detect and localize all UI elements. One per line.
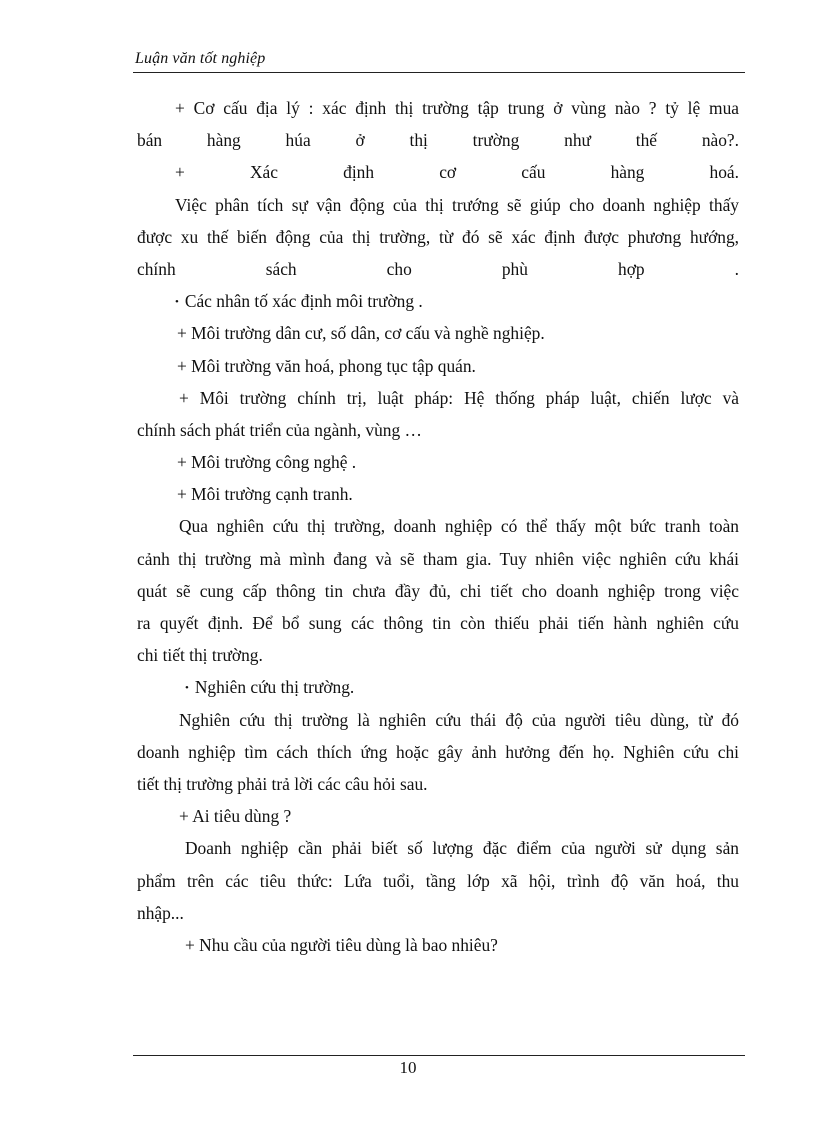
paragraph-line: + Môi trường chính trị, luật pháp: Hệ thống pháp luật, chiến lược và: [179, 387, 739, 408]
paragraph-line: + Môi trường văn hoá, phong tục tập quán.: [177, 355, 476, 376]
paragraph-line: tiết thị trường phải trả lời các câu hỏi sau.: [137, 773, 428, 794]
document-body: [137, 92, 739, 961]
bullet-icon: •: [185, 682, 189, 695]
paragraph-line: doanh nghiệp tìm cách thích ứng hoặc gây ảnh hưởng đến họ. Nghiên cứu chi: [137, 741, 739, 762]
footer-rule: [133, 1055, 745, 1056]
paragraph-line: + Ai tiêu dùng ?: [179, 806, 292, 827]
paragraph-line: Việc phân tích sự vận động của thị trướng sẽ giúp cho doanh nghiệp thấy: [175, 194, 739, 215]
paragraph-line: + Môi trường cạnh tranh.: [177, 484, 353, 505]
paragraph-line: phẩm trên các tiêu thức: Lứa tuổi, tầng lớp xã hội, trình độ văn hoá, thu: [137, 870, 739, 891]
bullet-text: Nghiên cứu thị trường.: [194, 677, 355, 698]
header-title: Luận văn tốt nghiệp: [135, 50, 266, 67]
paragraph-line: được xu thế biến động của thị trường, từ đó sẽ xác định được phương hướng,: [137, 226, 739, 247]
paragraph-line: cảnh thị trường mà mình đang và sẽ tham gia. Tuy nhiên việc nghiên cứu khái: [137, 548, 739, 569]
paragraph-line: + Nhu cầu của người tiêu dùng là bao nhiêu?: [185, 934, 498, 955]
paragraph-line: + Môi trường dân cư, số dân, cơ cấu và nghề nghiệp.: [177, 323, 545, 344]
header-rule: [133, 72, 745, 73]
paragraph-line: quát sẽ cung cấp thông tin chưa đầy đủ, chi tiết cho doanh nghiệp trong việc: [137, 580, 739, 601]
paragraph-line: + Môi trường công nghệ .: [177, 452, 357, 473]
paragraph-line: Nghiên cứu thị trường là nghiên cứu thái độ của người tiêu dùng, từ đó: [179, 709, 739, 730]
bullet-icon: •: [175, 296, 179, 309]
paragraph-line: chi tiết thị trường.: [137, 645, 263, 666]
bullet-text: Các nhân tố xác định môi trường .: [184, 291, 423, 312]
page-number: 10: [399, 1058, 417, 1077]
paragraph-line: bán hàng húa ở thị trường như thế nào?.: [137, 130, 739, 151]
paragraph-line: nhập...: [137, 902, 184, 923]
paragraph-line: Qua nghiên cứu thị trường, doanh nghiệp có thể thấy một bức tranh toàn: [179, 516, 739, 537]
paragraph-line: ra quyết định. Để bổ sung các thông tin còn thiếu phải tiến hành nghiên cứu: [137, 613, 739, 633]
bullet-line: [137, 671, 739, 703]
paragraph-line: + Xác định cơ cấu hàng hoá.: [175, 162, 739, 183]
paragraph-line: + Cơ cấu địa lý : xác định thị trường tập trung ở vùng nào ? tỷ lệ mua: [175, 98, 739, 118]
paragraph-line: Doanh nghiệp cần phải biết số lượng đặc điểm của người sử dụng sản: [185, 838, 739, 859]
bullet-line: [137, 285, 739, 317]
paragraph-line: chính sách phát triển của ngành, vùng …: [137, 419, 422, 440]
paragraph-line: chính sách cho phù hợp .: [137, 258, 739, 279]
